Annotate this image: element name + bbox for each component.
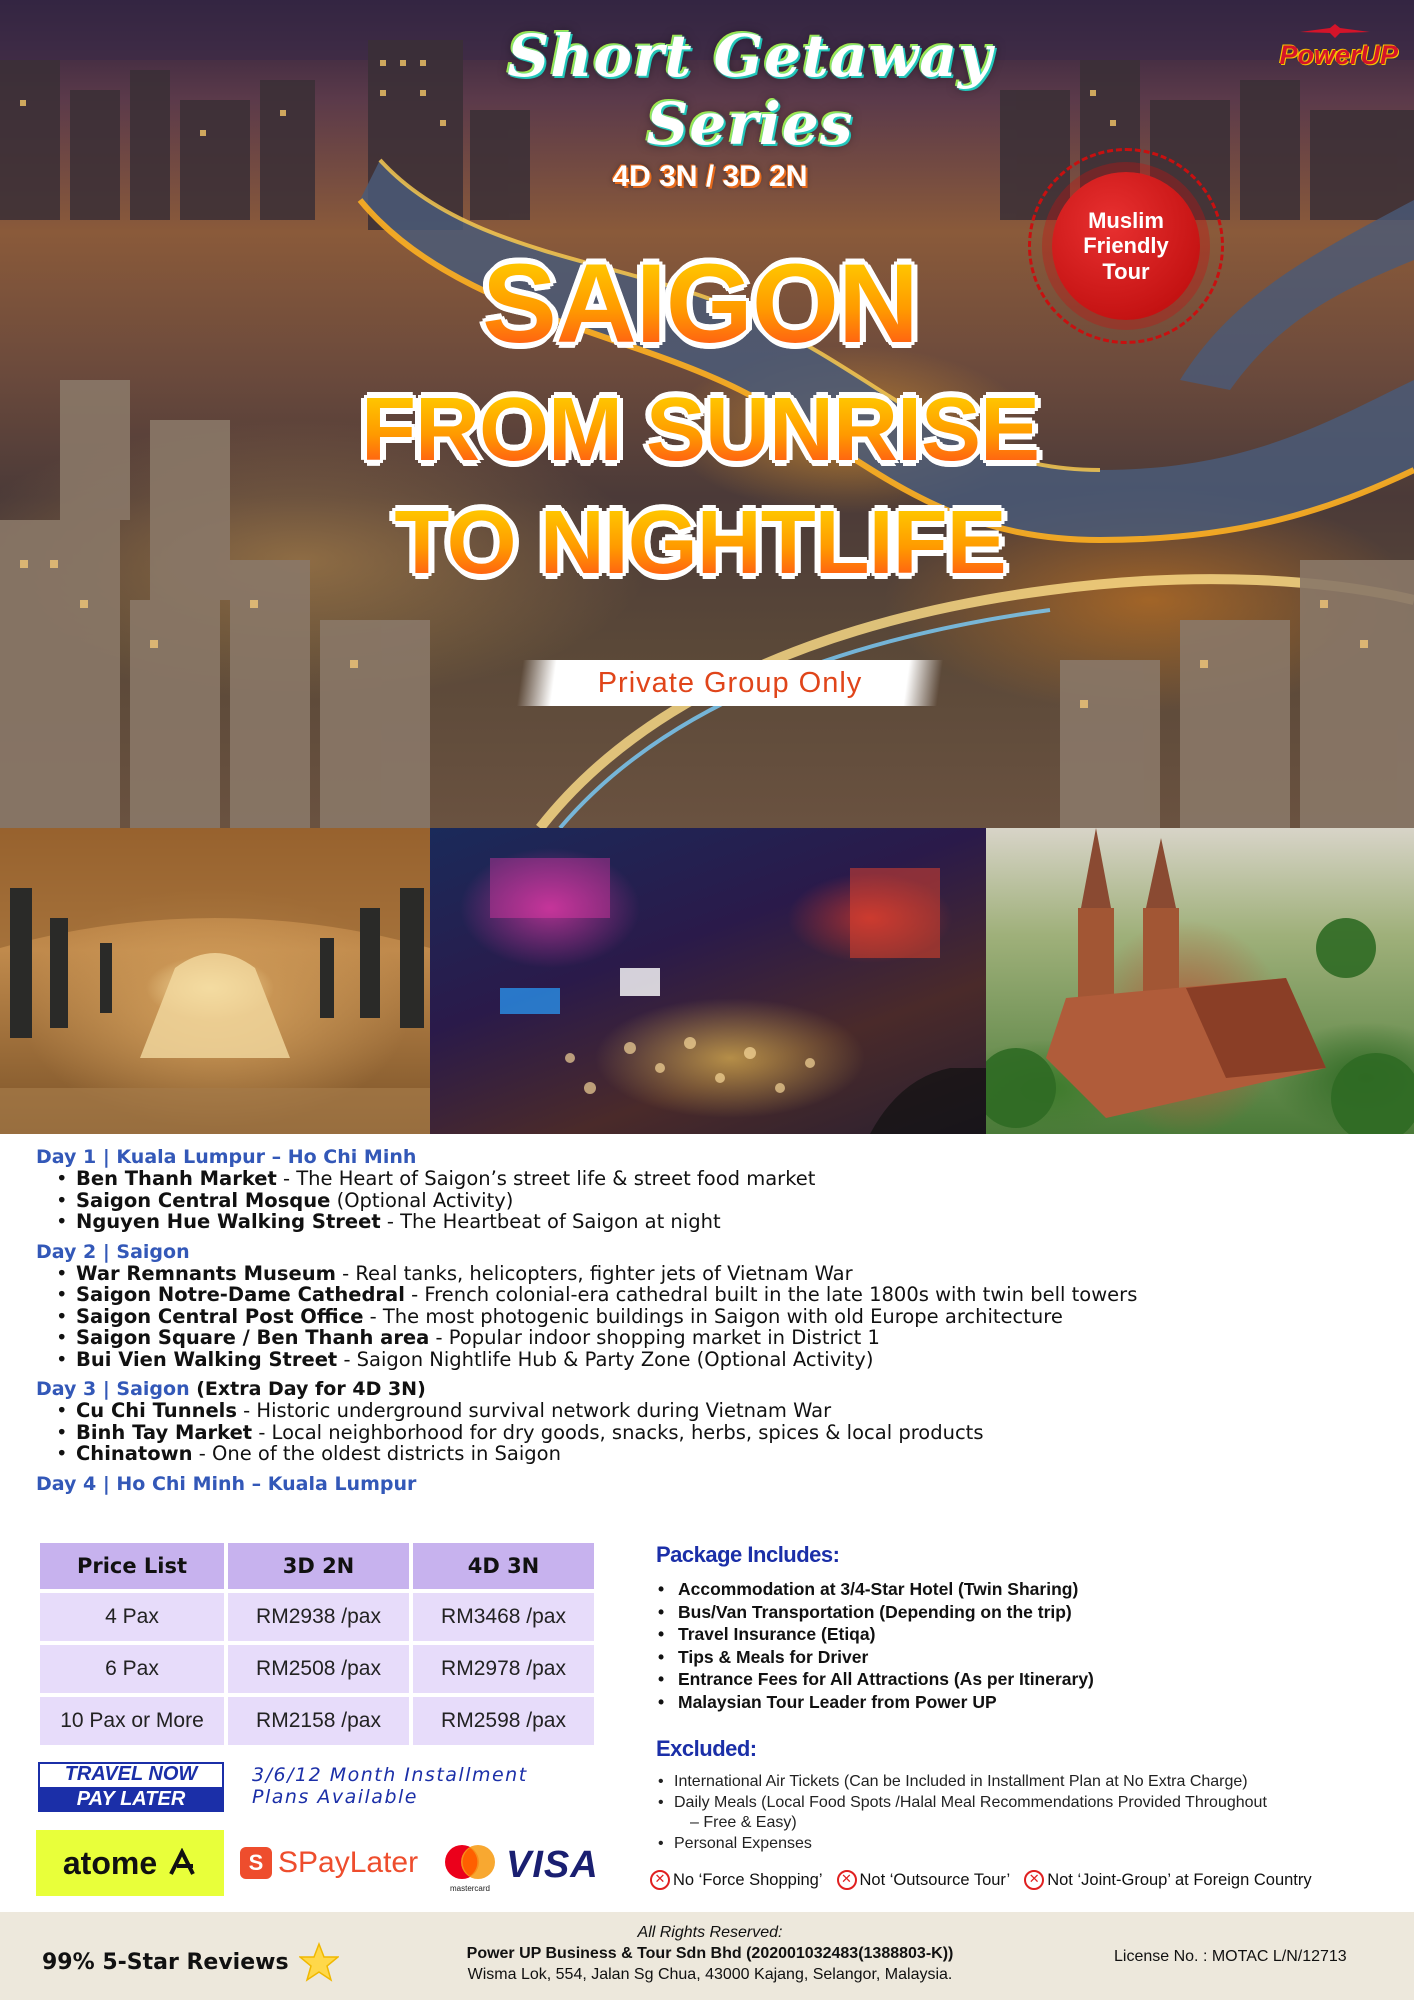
itinerary-day-2: [36, 1241, 1216, 1371]
installment-text: [252, 1764, 572, 1808]
power-up-logo: [1268, 24, 1398, 71]
list-item: • Travel Insurance (Etiqa): [656, 1623, 1376, 1646]
list-item: • Tips & Meals for Driver: [656, 1646, 1376, 1669]
table-cell: 4 Pax: [40, 1593, 224, 1641]
day-1-title: Day 1 | Kuala Lumpur – Ho Chi Minh: [36, 1146, 417, 1168]
license-number: License No. : MOTAC L/N/12713: [1114, 1948, 1347, 1965]
hero-banner: [0, 0, 1414, 828]
private-group-banner: [517, 660, 943, 706]
table-row: [40, 1697, 594, 1745]
table-header-row: [40, 1543, 594, 1589]
list-item: • Saigon Central Post Office - The most photogenic buildings in Saigon with old Europe architecture: [56, 1306, 1216, 1328]
package-excluded: [656, 1736, 1376, 1854]
list-item: • Saigon Notre-Dame Cathedral - French colonial-era cathedral built in the late 1800s with twin bell towers: [56, 1284, 1216, 1306]
list-item: • Chinatown - One of the oldest districts in Saigon: [56, 1443, 1216, 1465]
bnpl-top-text: TRAVEL NOW: [40, 1764, 222, 1787]
x-circle-icon: ✕: [650, 1870, 670, 1890]
list-item: • Entrance Fees for All Attractions (As per Itinerary): [656, 1668, 1376, 1691]
guarantee-text: Not ‘Joint-Group’ at Foreign Country: [1047, 1870, 1312, 1889]
table-cell: RM2978 /pax: [413, 1645, 594, 1693]
list-item: • Accommodation at 3/4-Star Hotel (Twin Sharing): [656, 1578, 1376, 1601]
list-item: • Cu Chi Tunnels - Historic underground survival network during Vietnam War: [56, 1400, 1216, 1422]
day-2-title: Day 2 | Saigon: [36, 1240, 190, 1263]
company-address: Wisma Lok, 554, Jalan Sg Chua, 43000 Kajang, Selangor, Malaysia.: [467, 1966, 953, 1983]
table-cell: RM2938 /pax: [228, 1593, 409, 1641]
bnpl-bottom-text: PAY LATER: [40, 1787, 222, 1812]
guarantee-item: [837, 1870, 1011, 1890]
badge-line-2: Friendly: [1083, 233, 1169, 259]
headline-from-sunrise: FROM SUNRISE: [300, 385, 1100, 475]
price-table: [36, 1539, 598, 1749]
reviews-text: 99% 5-Star Reviews: [42, 1949, 289, 1975]
list-item: • Personal Expenses: [656, 1834, 1376, 1855]
tour-guarantees: [650, 1870, 1390, 1890]
list-item: • Malaysian Tour Leader from Power UP: [656, 1691, 1376, 1714]
company-info: [420, 1922, 1000, 1985]
table-header: 4D 3N: [413, 1543, 594, 1589]
itinerary-day-4: [36, 1473, 1216, 1495]
table-header: Price List: [40, 1543, 224, 1589]
duration-label: 4D 3N / 3D 2N: [612, 160, 808, 193]
itinerary: [36, 1146, 1216, 1503]
list-item: • Saigon Central Mosque (Optional Activity): [56, 1190, 1216, 1212]
private-group-text: Private Group Only: [597, 667, 863, 699]
excluded-title: Excluded:: [656, 1736, 757, 1761]
table-header: 3D 2N: [228, 1543, 409, 1589]
day-3-title: Day 3 | Saigon (Extra Day for 4D 3N): [36, 1378, 426, 1400]
spaylater-logo: [240, 1846, 418, 1880]
mastercard-text: mastercard: [449, 1884, 490, 1893]
x-circle-icon: ✕: [1024, 1870, 1044, 1890]
photo-bui-vien-street: [430, 828, 986, 1134]
table-cell: RM2508 /pax: [228, 1645, 409, 1693]
series-title: Short Getaway Series: [507, 22, 993, 158]
street-illustration: [430, 828, 986, 1134]
table-row: [40, 1645, 594, 1693]
headline-to-nightlife: TO NIGHTLIFE: [330, 498, 1070, 588]
installment-line-1: 3/6/12 Month Installment: [252, 1764, 528, 1786]
list-item: • Bus/Van Transportation (Depending on the trip): [656, 1601, 1376, 1624]
guarantee-text: No ‘Force Shopping’: [673, 1870, 823, 1889]
spaylater-text: SPayLater: [278, 1846, 419, 1879]
day-4-title: Day 4 | Ho Chi Minh – Kuala Lumpur: [36, 1472, 417, 1495]
table-cell: RM2158 /pax: [228, 1697, 409, 1745]
table-row: [40, 1593, 594, 1641]
table-cell: RM3468 /pax: [413, 1593, 594, 1641]
list-item-continued: – Free & Easy): [690, 1814, 797, 1831]
itinerary-day-3: [36, 1378, 1216, 1465]
headline-saigon: SAIGON: [420, 248, 980, 360]
guarantee-text: Not ‘Outsource Tour’: [859, 1870, 1011, 1889]
atome-text: atome: [62, 1844, 158, 1881]
list-item: • Binh Tay Market - Local neighborhood for dry goods, snacks, herbs, spices & local products: [56, 1422, 1216, 1444]
visa-logo: VISA: [506, 1844, 599, 1886]
power-up-eagle-logo: [1300, 24, 1370, 40]
atome-logo-icon: [167, 1848, 197, 1878]
travel-now-pay-later-badge: [38, 1762, 224, 1812]
mastercard-icon: [440, 1842, 500, 1882]
badge-line-1: Muslim: [1088, 208, 1164, 234]
shopee-icon: S: [240, 1847, 272, 1879]
package-includes: [656, 1542, 1376, 1713]
photo-cu-chi-tunnel: [0, 828, 430, 1134]
list-item: • International Air Tickets (Can be Included in Installment Plan at No Extra Charge): [656, 1772, 1376, 1793]
tunnel-illustration: [0, 828, 430, 1134]
x-circle-icon: ✕: [837, 1870, 857, 1890]
list-item: • Ben Thanh Market - The Heart of Saigon’s street life & street food market: [56, 1168, 1216, 1190]
guarantee-item: [1024, 1870, 1311, 1890]
footer: [0, 1912, 1414, 2000]
muslim-friendly-badge: [1028, 148, 1224, 344]
guarantee-item: [650, 1870, 823, 1890]
table-cell: 10 Pax or More: [40, 1697, 224, 1745]
reviews-badge: [42, 1942, 339, 1982]
photo-notre-dame-cathedral: [986, 828, 1414, 1134]
muslim-friendly-badge-text: [1052, 172, 1200, 320]
atome-logo: [36, 1830, 224, 1896]
list-item: • War Remnants Museum - Real tanks, helicopters, fighter jets of Vietnam War: [56, 1263, 1216, 1285]
star-icon: [299, 1942, 339, 1982]
itinerary-day-1: [36, 1146, 1216, 1233]
table-cell: RM2598 /pax: [413, 1697, 594, 1745]
mastercard-logo: [440, 1842, 500, 1898]
rights-reserved: All Rights Reserved:: [637, 1924, 783, 1941]
list-item: • Saigon Square / Ben Thanh area - Popular indoor shopping market in District 1: [56, 1327, 1216, 1349]
installment-line-2: Plans Available: [252, 1786, 418, 1808]
list-item: • Nguyen Hue Walking Street - The Heartbeat of Saigon at night: [56, 1211, 1216, 1233]
cathedral-illustration: [986, 828, 1414, 1134]
logo-brand-text: PowerUP: [1279, 40, 1398, 70]
list-item: • Bui Vien Walking Street - Saigon Nightlife Hub & Party Zone (Optional Activity): [56, 1349, 1216, 1371]
badge-line-3: Tour: [1102, 258, 1150, 284]
list-item: • Daily Meals (Local Food Spots /Halal Meal Recommendations Provided Throughout: [656, 1793, 1376, 1814]
table-cell: 6 Pax: [40, 1645, 224, 1693]
company-name: Power UP Business & Tour Sdn Bhd (202001032483(1388803-K)): [466, 1945, 954, 1962]
includes-title: Package Includes:: [656, 1542, 840, 1567]
